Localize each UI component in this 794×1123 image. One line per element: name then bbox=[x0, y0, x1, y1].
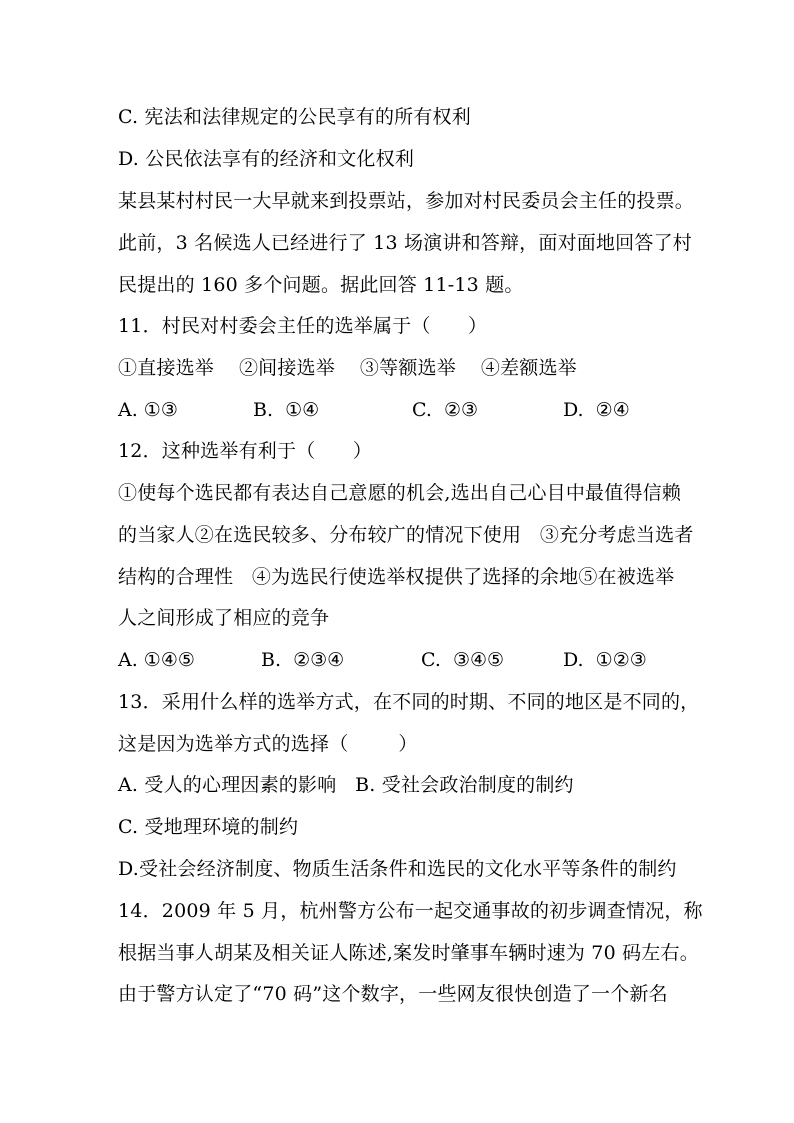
question-14-line-1: 14．2009 年 5 月，杭州警方公布一起交通事故的初步调查情况，称 bbox=[118, 900, 703, 922]
question-11-items: ①直接选举 ②间接选举 ③等额选举 ④差额选举 bbox=[118, 357, 577, 379]
option-c-prev-question: C. 宪法和法律规定的公民享有的所有权利 bbox=[118, 106, 471, 128]
option-d-prev-question: D. 公民依法享有的经济和文化权利 bbox=[118, 148, 415, 170]
passage-line-3: 民提出的 160 多个问题。据此回答 11-13 题。 bbox=[118, 274, 524, 296]
question-14-line-3: 由于警方认定了“70 码”这个数字，一些网友很快创造了一个新名 bbox=[118, 983, 668, 1005]
q12-option-d: D. ①②③ bbox=[563, 649, 647, 671]
question-12-items-line-2: 的当家人②在选民较多、分布较广的情况下使用 ③充分考虑当选者 bbox=[118, 524, 694, 546]
q11-option-c: C. ②③ bbox=[412, 399, 479, 421]
passage-line-1: 某县某村村民一大早就来到投票站，参加对村民委员会主任的投票。 bbox=[118, 190, 695, 212]
question-13-options-ab: A. 受人的心理因素的影响 B. 受社会政治制度的制约 bbox=[118, 774, 574, 796]
question-11-stem: 11．村民对村委会主任的选举属于（ ） bbox=[118, 315, 488, 337]
q12-option-b: B. ②③④ bbox=[261, 649, 345, 671]
question-12-stem: 12．这种选举有利于（ ） bbox=[118, 440, 373, 462]
question-13-option-c: C. 受地理环境的制约 bbox=[118, 816, 299, 838]
q12-option-c: C. ③④⑤ bbox=[421, 649, 505, 671]
passage-line-2: 此前，3 名候选人已经进行了 13 场演讲和答辩，面对面地回答了村 bbox=[118, 232, 692, 254]
question-12-items-line-1: ①使每个选民都有表达自己意愿的机会,选出自己心目中最值得信赖 bbox=[118, 482, 682, 504]
question-14-line-2: 根据当事人胡某及相关证人陈述,案发时肇事车辆时速为 70 码左右。 bbox=[118, 942, 699, 964]
question-13-stem-line-1: 13．采用什么样的选举方式，在不同的时期、不同的地区是不同的， bbox=[118, 691, 700, 713]
q11-option-d: D. ②④ bbox=[563, 399, 630, 421]
question-13-stem-line-2: 这是因为选举方式的选择（ ） bbox=[118, 733, 418, 755]
question-13-option-d: D.受社会经济制度、物质生活条件和选民的文化水平等条件的制约 bbox=[118, 858, 677, 880]
q12-option-a: A. ①④⑤ bbox=[118, 649, 195, 671]
q11-option-b: B. ①④ bbox=[253, 399, 320, 421]
q11-option-a: A. ①③ bbox=[118, 399, 178, 421]
question-12-items-line-3: 结构的合理性 ④为选民行使选举权提供了选择的余地⑤在被选举 bbox=[118, 566, 675, 588]
question-12-items-line-4: 人之间形成了相应的竞争 bbox=[118, 607, 330, 629]
